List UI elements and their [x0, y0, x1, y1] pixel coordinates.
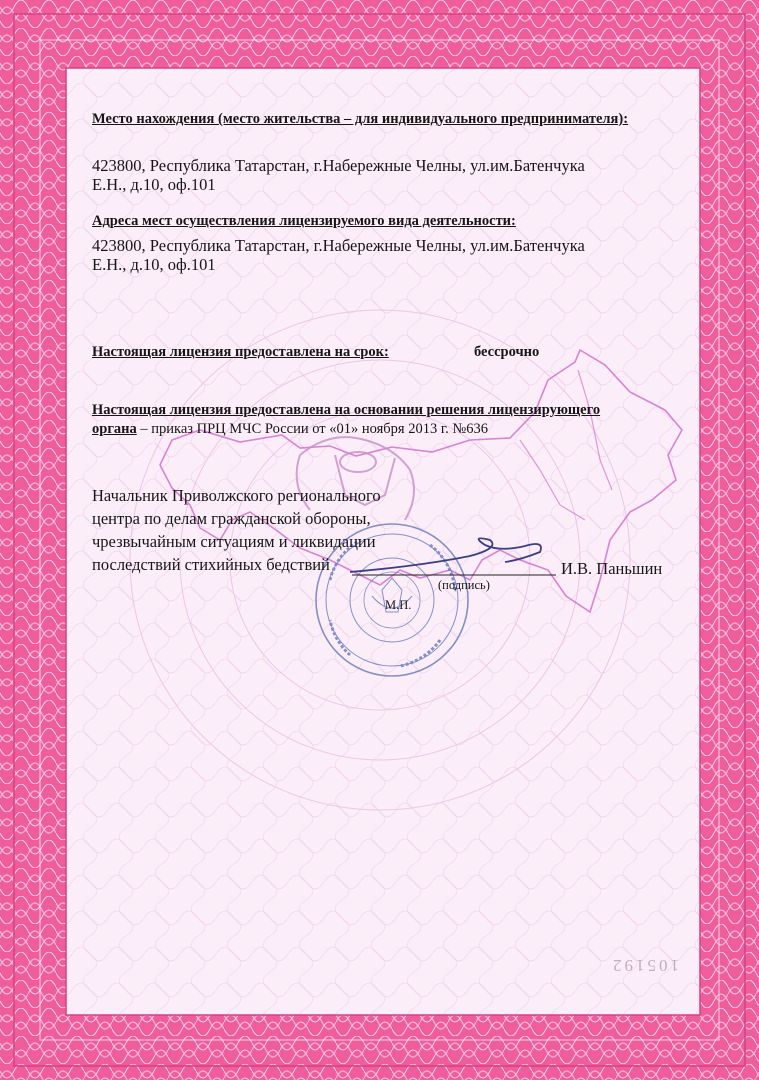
location-heading: Место нахождения (место жительства – для индивидуального предпринимателя): [92, 111, 629, 127]
location-address-line2: Е.Н., д.10, оф.101 [92, 175, 216, 194]
term-heading: Настоящая лицензия предоставлена на срок: [92, 344, 389, 360]
signatory-name: И.В. Паньшин [561, 559, 663, 578]
signatory-title-line4: последствий стихийных бедствий [92, 555, 330, 574]
signatory-title-line1: Начальник Приволжского регионального [92, 486, 381, 505]
term-value: бессрочно [474, 344, 540, 360]
basis-order-text: – приказ ПРЦ МЧС России от «01» ноября 2013 г. №636 [136, 421, 488, 437]
basis-line2 [92, 421, 488, 438]
signature-caption: (подпись) [438, 578, 490, 592]
activity-address-line1: 423800, Республика Татарстан, г.Набережные Челны, ул.им.Батенчука [92, 236, 585, 255]
signatory-title-line2: центра по делам гражданской обороны, [92, 509, 371, 528]
basis-heading-line1: Настоящая лицензия предоставлена на основании решения лицензирующего [92, 402, 601, 418]
location-address-line1: 423800, Республика Татарстан, г.Набережные Челны, ул.им.Батенчука [92, 156, 585, 175]
basis-heading-line2: органа [92, 421, 137, 437]
signatory-title-line3: чрезвычайным ситуациям и ликвидации [92, 532, 376, 551]
activity-addresses-heading: Адреса мест осуществления лицензируемого вида деятельности: [92, 213, 516, 229]
activity-address-line2: Е.Н., д.10, оф.101 [92, 255, 216, 274]
seal-caption: М.П. [385, 598, 412, 612]
serial-number: 105192 [610, 956, 679, 975]
